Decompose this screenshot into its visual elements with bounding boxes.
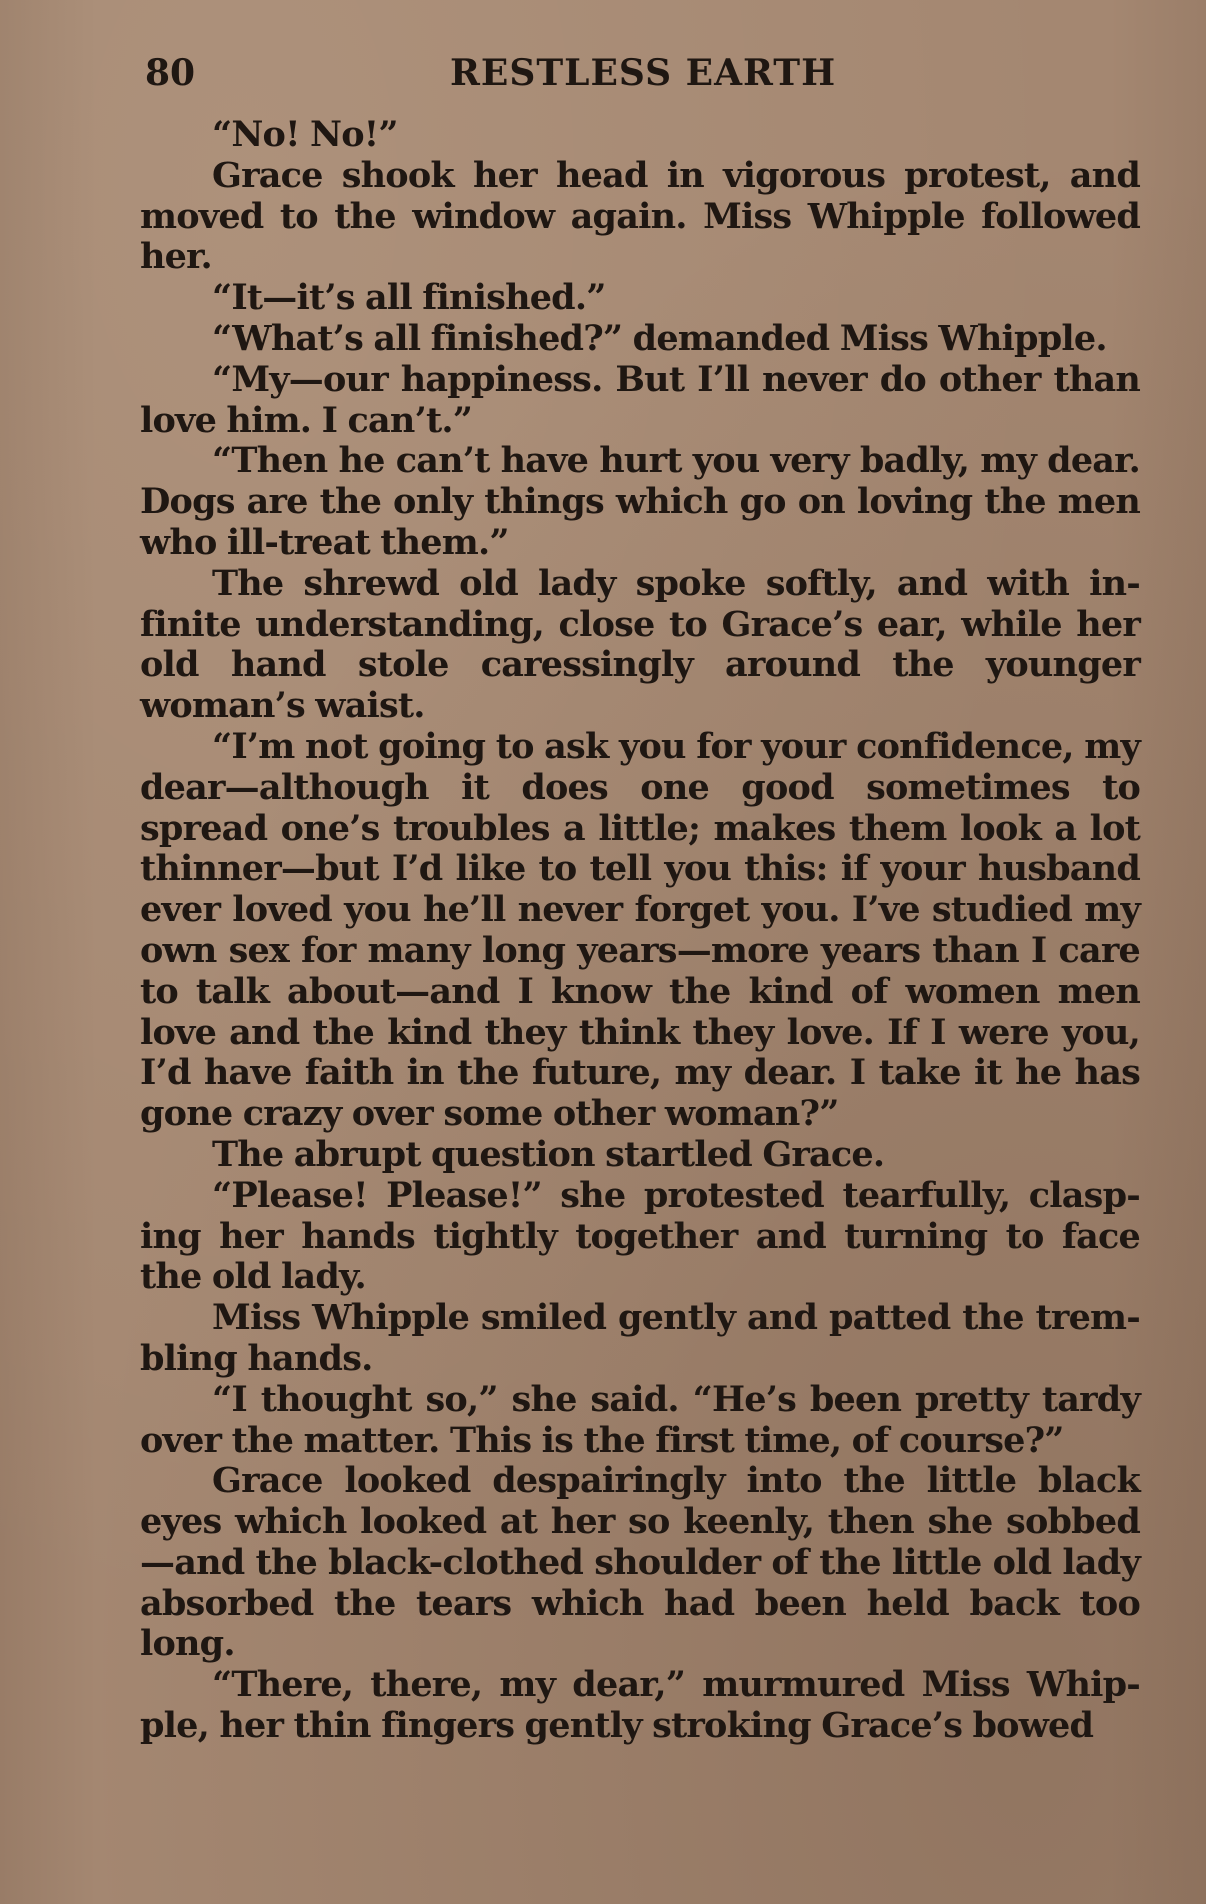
paragraph: “Please! Please!” she protested tearfully, clasp-ing her hands tightly together and turning to face the old lady.: [140, 1174, 1140, 1298]
paragraph: “Then he can’t have hurt you very badly, my dear. Dogs are the only things which go on loving the men who ill-treat them.”: [140, 440, 1140, 563]
paragraph: “It—it’s all finished.”: [212, 277, 606, 319]
running-head: [145, 48, 1145, 98]
paragraph: Grace shook her head in vigorous protest, and moved to the window again. Miss Whipple followed her.: [140, 154, 1140, 278]
paragraph: “There, there, my dear,” murmured Miss Whip-ple, her thin fingers gently stroking Grace’s bowed: [140, 1664, 1140, 1747]
paragraph: “My—our happiness. But I’ll never do other than love him. I can’t.”: [140, 358, 1140, 441]
paragraph: The abrupt question startled Grace.: [212, 1133, 885, 1175]
paragraph: “No! No!”: [212, 114, 398, 155]
paragraph: Miss Whipple smiled gently and patted the trem-bling hands.: [140, 1297, 1140, 1379]
paragraph: “I thought so,” she said. “He’s been pretty tardy over the matter. This is the first time, of course?”: [140, 1378, 1140, 1461]
body-text: [140, 115, 1140, 1747]
paragraph: Grace looked despairingly into the little black eyes which looked at her so keenly, then she sobbed —and the black-clothed shoulder of the little old lady absorbed the tears which had been held back too long.: [140, 1460, 1140, 1665]
paragraph: “I’m not going to ask you for your confidence, my dear—although it does one good sometimes to spread one’s troubles a little; makes them look a lot thinner—but I’d like to tell you this: if your husband ever loved you he’ll never forget you. I’ve studied my own sex for many long years—more years than I care to talk about—and I know the kind of women men love and the kind they think they love. If I were you, I’d have faith in the future, my dear. I take it he has gone crazy over some other woman?”: [140, 725, 1140, 1135]
page-number: 80: [145, 52, 196, 94]
paragraph: “What’s all finished?” demanded Miss Whipple.: [212, 317, 1107, 359]
paragraph: The shrewd old lady spoke softly, and with in-finite understanding, close to Grace’s ear, while her old hand stole caressingly around the younger woman’s waist.: [140, 562, 1140, 727]
book-title: RESTLESS EARTH: [450, 52, 837, 94]
